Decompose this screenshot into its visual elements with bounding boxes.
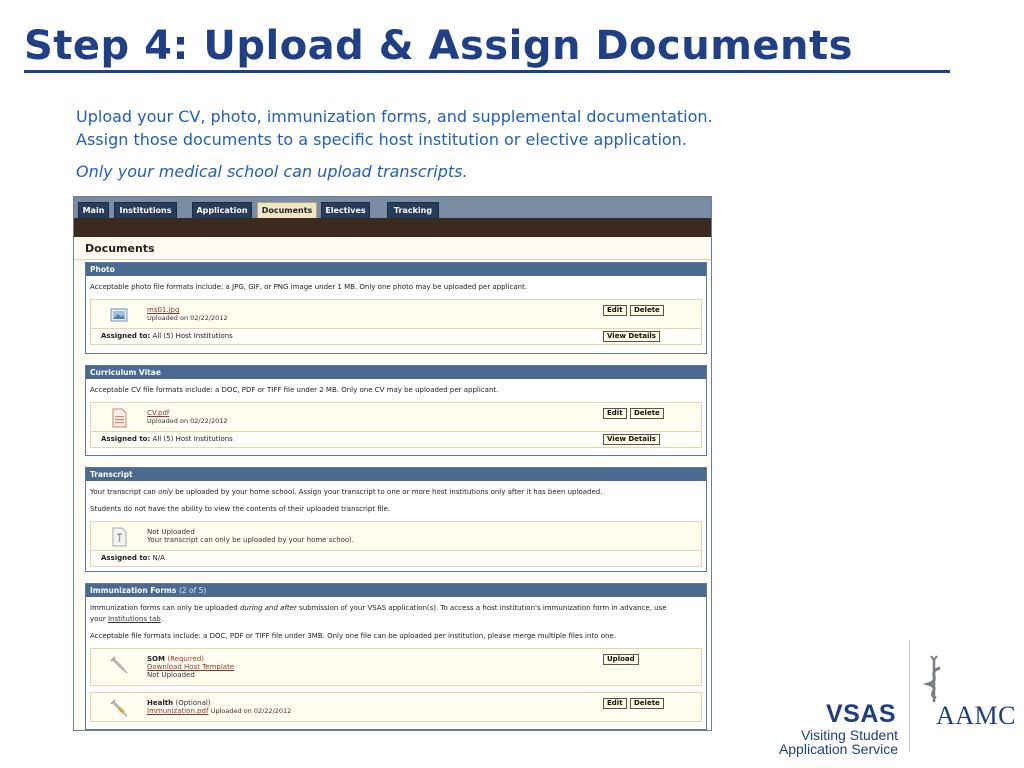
cv-edit-button[interactable]: Edit: [603, 408, 627, 419]
transcript-note: Only your medical school can upload transcripts.: [76, 162, 468, 181]
photo-view-details-button[interactable]: View Details: [603, 331, 660, 342]
intro-text: [76, 105, 776, 183]
cv-assigned-row: [90, 432, 702, 448]
photo-assigned-label: Assigned to:: [101, 332, 151, 340]
health-file-row: [90, 692, 702, 722]
health-file-link[interactable]: Immunization.pdf: [147, 707, 209, 715]
health-delete-button[interactable]: Delete: [630, 698, 664, 709]
health-optional: (Optional): [175, 699, 211, 707]
som-upload-button[interactable]: Upload: [603, 654, 639, 665]
aamc-logo: AAMC: [936, 701, 1017, 730]
photo-assigned-row: [90, 329, 702, 345]
photo-assigned-value: All (5) Host Institutions: [152, 332, 233, 340]
photo-description: Acceptable photo file formats include: a JPG, GIF, or PNG image under 1 MB. Only one photo may be uploaded per applicant.: [90, 283, 528, 291]
photo-delete-button[interactable]: Delete: [630, 305, 664, 316]
image-file-icon: [109, 305, 129, 325]
vsas-tagline-2: Application Service: [778, 741, 898, 757]
cv-upload-date: Uploaded on 02/22/2012: [147, 417, 228, 425]
som-name: SOM: [147, 655, 165, 663]
tab-institutions[interactable]: Institutions: [114, 202, 177, 218]
institutions-tab-link[interactable]: Institutions tab: [107, 615, 161, 623]
intro-line-1: Upload your CV, photo, immunization forms, and supplemental documentation.: [76, 107, 713, 126]
syringe-icon: [109, 655, 129, 675]
download-template-link[interactable]: Download Host Template: [147, 663, 235, 671]
health-edit-button[interactable]: Edit: [603, 698, 627, 709]
health-upload-date: Uploaded on 02/22/2012: [210, 707, 292, 715]
transcript-description-2: Students do not have the ability to view the contents of their uploaded transcript file.: [90, 505, 391, 513]
pdf-file-icon: [109, 408, 129, 428]
tab-main[interactable]: Main: [78, 202, 109, 218]
cv-view-details-button[interactable]: View Details: [603, 434, 660, 445]
intro-line-2: Assign those documents to a specific host institution or elective application.: [76, 130, 687, 149]
som-file-row: [90, 648, 702, 686]
header-band: [74, 218, 711, 237]
photo-upload-date: Uploaded on 02/22/2012: [147, 314, 228, 322]
blank-document-icon: [109, 527, 129, 547]
transcript-assigned-value: N/A: [152, 554, 165, 562]
immunization-description-1: Immunization forms can only be uploaded during and after submission of your VSAS application(s). To access a host institution's immunization form in advance, use your Institutions tab.: [90, 604, 667, 623]
documents-screenshot: [73, 196, 712, 731]
cv-assigned-value: All (5) Host Institutions: [152, 435, 233, 443]
immunization-description-2: Acceptable file formats include: a DOC, PDF or TIFF file under 3MB. Only one file can be uploaded per institution, please merge multiple files into one.: [90, 632, 616, 640]
cv-delete-button[interactable]: Delete: [630, 408, 664, 419]
health-name: Health: [147, 699, 174, 707]
page-header: Documents: [74, 237, 711, 260]
photo-edit-button[interactable]: Edit: [603, 305, 627, 316]
tab-application[interactable]: Application: [192, 202, 252, 218]
photo-section: [85, 262, 707, 354]
cv-file-link[interactable]: CV.pdf: [147, 409, 170, 417]
transcript-status-note: Your transcript can only be uploaded by your home school.: [147, 536, 354, 544]
vsas-tagline-1: Visiting Student: [800, 727, 898, 743]
immunization-section: [85, 583, 707, 730]
immunization-count: (2 of 5): [178, 586, 207, 595]
transcript-section: [85, 467, 707, 572]
som-status: Not Uploaded: [147, 671, 195, 679]
photo-file-link[interactable]: ms01.jpg: [147, 306, 180, 314]
tab-documents[interactable]: Documents: [257, 202, 317, 218]
cv-section: [85, 365, 707, 456]
som-required: (Required): [167, 655, 205, 663]
transcript-assigned-row: [90, 551, 702, 567]
slide-title: Step 4: Upload & Assign Documents: [24, 22, 950, 73]
transcript-assigned-label: Assigned to:: [101, 554, 151, 562]
tab-tracking[interactable]: Tracking: [387, 202, 439, 218]
transcript-file-row: [90, 521, 702, 551]
transcript-description-1: Your transcript can only be uploaded by your home school. Assign your transcript to one or more host institutions only after it has been uploaded.: [90, 488, 603, 496]
syringe-icon: [109, 698, 129, 718]
photo-file-row: [90, 299, 702, 329]
cv-heading: Curriculum Vitae: [86, 366, 706, 379]
transcript-status: Not Uploaded: [147, 528, 195, 536]
tab-electives[interactable]: Electives: [321, 202, 370, 218]
cv-description: Acceptable CV file formats include: a DOC, PDF or TIFF file under 2 MB. Only one CV may be uploaded per applicant.: [90, 386, 499, 394]
logo-divider: [909, 640, 910, 752]
immunization-heading: Immunization Forms (2 of 5): [86, 584, 706, 597]
cv-file-row: [90, 402, 702, 432]
cv-assigned-label: Assigned to:: [101, 435, 151, 443]
transcript-heading: Transcript: [86, 468, 706, 481]
vsas-logo: VSAS: [826, 700, 897, 728]
photo-heading: Photo: [86, 263, 706, 276]
tab-bar: [74, 197, 711, 218]
